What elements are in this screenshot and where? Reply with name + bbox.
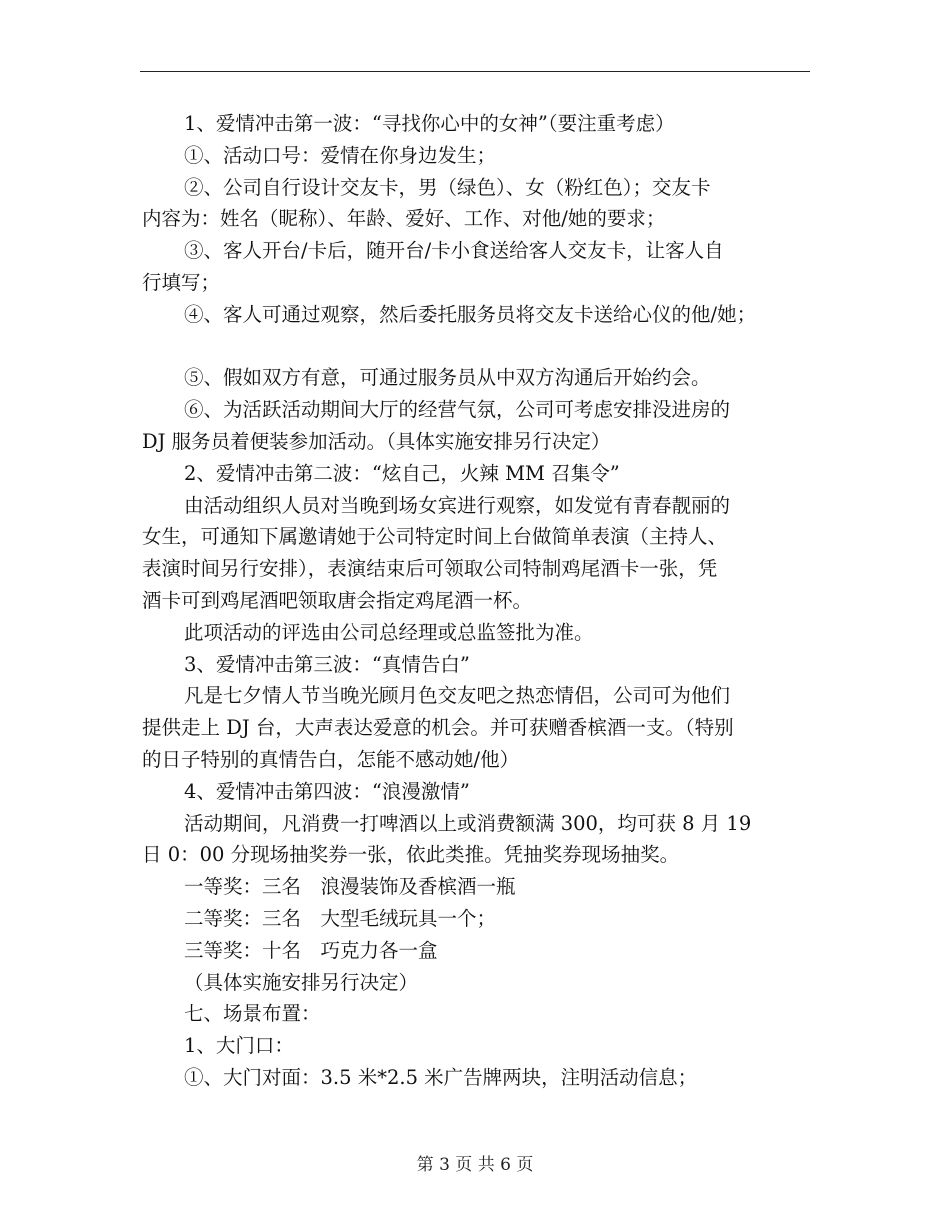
text-line: 4、爱情冲击第四波：“浪漫激情” bbox=[184, 779, 470, 803]
text-line: 女生，可通知下属邀请她于公司特定时间上台做简单表演（主持人、 bbox=[142, 525, 728, 549]
text-line: （具体实施安排另行决定） bbox=[184, 970, 419, 994]
text-line: 行填写； bbox=[142, 270, 221, 294]
text-line: ④、客人可通过观察，然后委托服务员将交友卡送给心仪的他/她； bbox=[184, 302, 757, 326]
text-line: 三等奖：十名 巧克力各一盒 bbox=[184, 938, 438, 962]
text-line: 提供走上 DJ 台，大声表达爱意的机会。并可获赠香槟酒一支。（特别 bbox=[142, 716, 734, 740]
text-line: ③、客人开台/卡后，随开台/卡小食送给客人交友卡，让客人自 bbox=[184, 239, 724, 263]
text-line: ①、活动口号：爱情在你身边发生； bbox=[184, 143, 497, 167]
text-line: 酒卡可到鸡尾酒吧领取唐会指定鸡尾酒一杯。 bbox=[142, 588, 533, 612]
document-body bbox=[142, 108, 810, 1094]
text-line: 3、爱情冲击第三波：“真情告白” bbox=[184, 652, 470, 676]
text-line: 内容为：姓名（昵称）、年龄、爱好、工作、对他/她的要求； bbox=[142, 207, 666, 231]
text-line: 七、场景布置： bbox=[184, 1002, 321, 1026]
text-line: 2、爱情冲击第二波：“炫自己，火辣 MM 召集令” bbox=[184, 461, 620, 485]
text-line: 1、爱情冲击第一波：“寻找你心中的女神”（要注重考虑） bbox=[184, 112, 675, 135]
text-line: ②、公司自行设计交友卡，男（绿色）、女（粉红色）；交友卡 bbox=[184, 175, 711, 199]
text-line: 1、大门口： bbox=[184, 1034, 294, 1058]
text-line: ⑥、为活跃活动期间大厅的经营气氛，公司可考虑安排没进房的 bbox=[184, 398, 731, 422]
text-line: 的日子特别的真情告白，怎能不感动她/他） bbox=[142, 747, 520, 771]
text-line: 表演时间另行安排），表演结束后可领取公司特制鸡尾酒卡一张，凭 bbox=[142, 557, 718, 581]
text-line: 此项活动的评选由公司总经理或总监签批为准。 bbox=[184, 620, 594, 644]
text-line: 由活动组织人员对当晚到场女宾进行观察，如发觉有青春靓丽的 bbox=[184, 493, 731, 517]
text-line: 活动期间，凡消费一打啤酒以上或消费额满 300，均可获 8 月 19 bbox=[184, 811, 752, 835]
text-line: 一等奖：三名 浪漫装饰及香槟酒一瓶 bbox=[184, 875, 516, 899]
text-line: ⑤、假如双方有意，可通过服务员从中双方沟通后开始约会。 bbox=[184, 366, 711, 390]
text-line: ①、大门对面：3.5 米*2.5 米广告牌两块，注明活动信息； bbox=[184, 1065, 698, 1089]
header-rule bbox=[140, 71, 810, 72]
text-line: 日 0：00 分现场抽奖券一张，依此类推。凭抽奖券现场抽奖。 bbox=[142, 843, 680, 867]
blank-line bbox=[142, 331, 810, 363]
text-line: 二等奖：三名 大型毛绒玩具一个； bbox=[184, 906, 497, 930]
page-footer: 第 3 页 共 6 页 bbox=[416, 1155, 534, 1175]
text-line: DJ 服务员着便装参加活动。（具体实施安排另行决定） bbox=[142, 429, 611, 453]
text-line: 凡是七夕情人节当晚光顾月色交友吧之热恋情侣，公司可为他们 bbox=[184, 684, 731, 708]
